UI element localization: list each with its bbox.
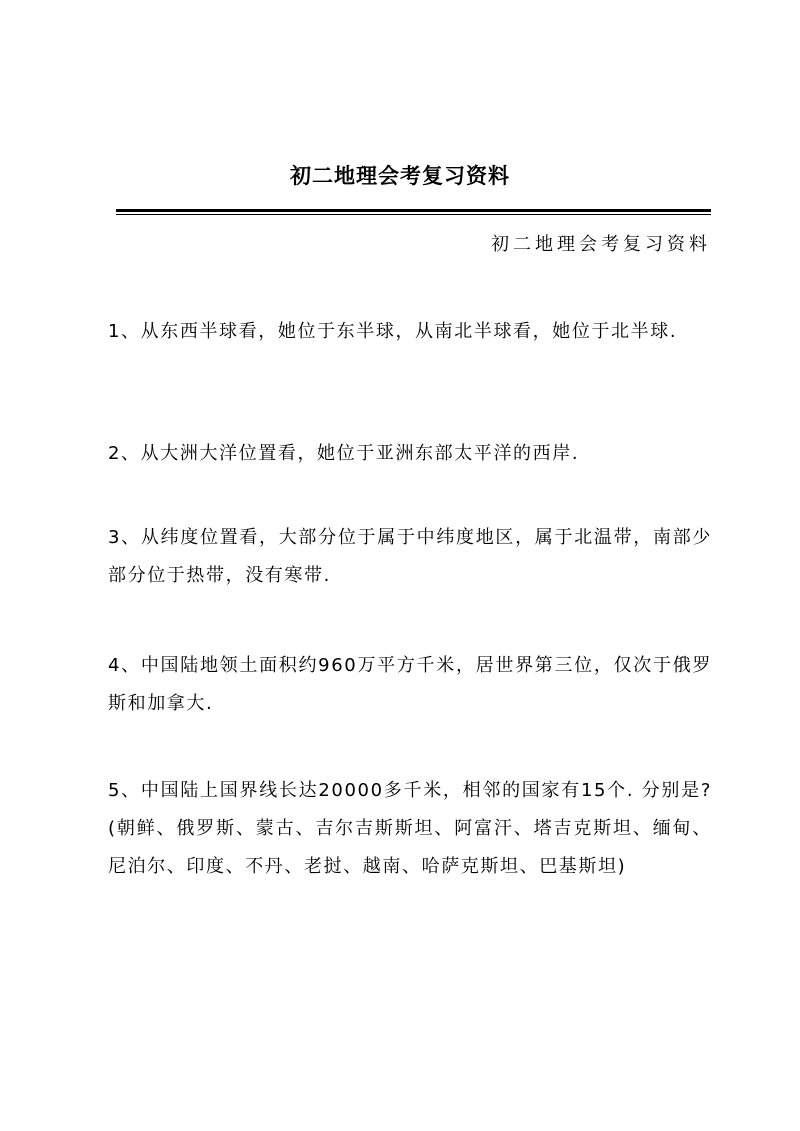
- paragraph-3: 3、从纬度位置看，大部分位于属于中纬度地区，属于北温带，南部少部分位于热带，没有寒带.: [108, 527, 712, 586]
- title-divider-thin: [116, 214, 711, 215]
- paragraph-5: 5、中国陆上国界线长达20000多千米，相邻的国家有15个. 分别是?(朝鲜、俄罗斯、蒙古、吉尔吉斯斯坦、阿富汗、塔吉克斯坦、缅甸、尼泊尔、印度、不丹、老挝、越南、哈萨克斯坦、巴基斯坦): [108, 780, 712, 877]
- paragraph-1: 1、从东西半球看，她位于东半球，从南北半球看，她位于北半球.: [108, 321, 678, 342]
- paragraph-4: 4、中国陆地领土面积约960万平方千米，居世界第三位，仅次于俄罗斯和加拿大.: [108, 655, 712, 714]
- running-header: 初二地理会考复习资料: [491, 234, 711, 255]
- paragraph-2: 2、从大洲大洋位置看，她位于亚洲东部太平洋的西岸.: [108, 443, 580, 464]
- title-divider-thick: [116, 209, 711, 212]
- document-title: 初二地理会考复习资料: [290, 163, 510, 188]
